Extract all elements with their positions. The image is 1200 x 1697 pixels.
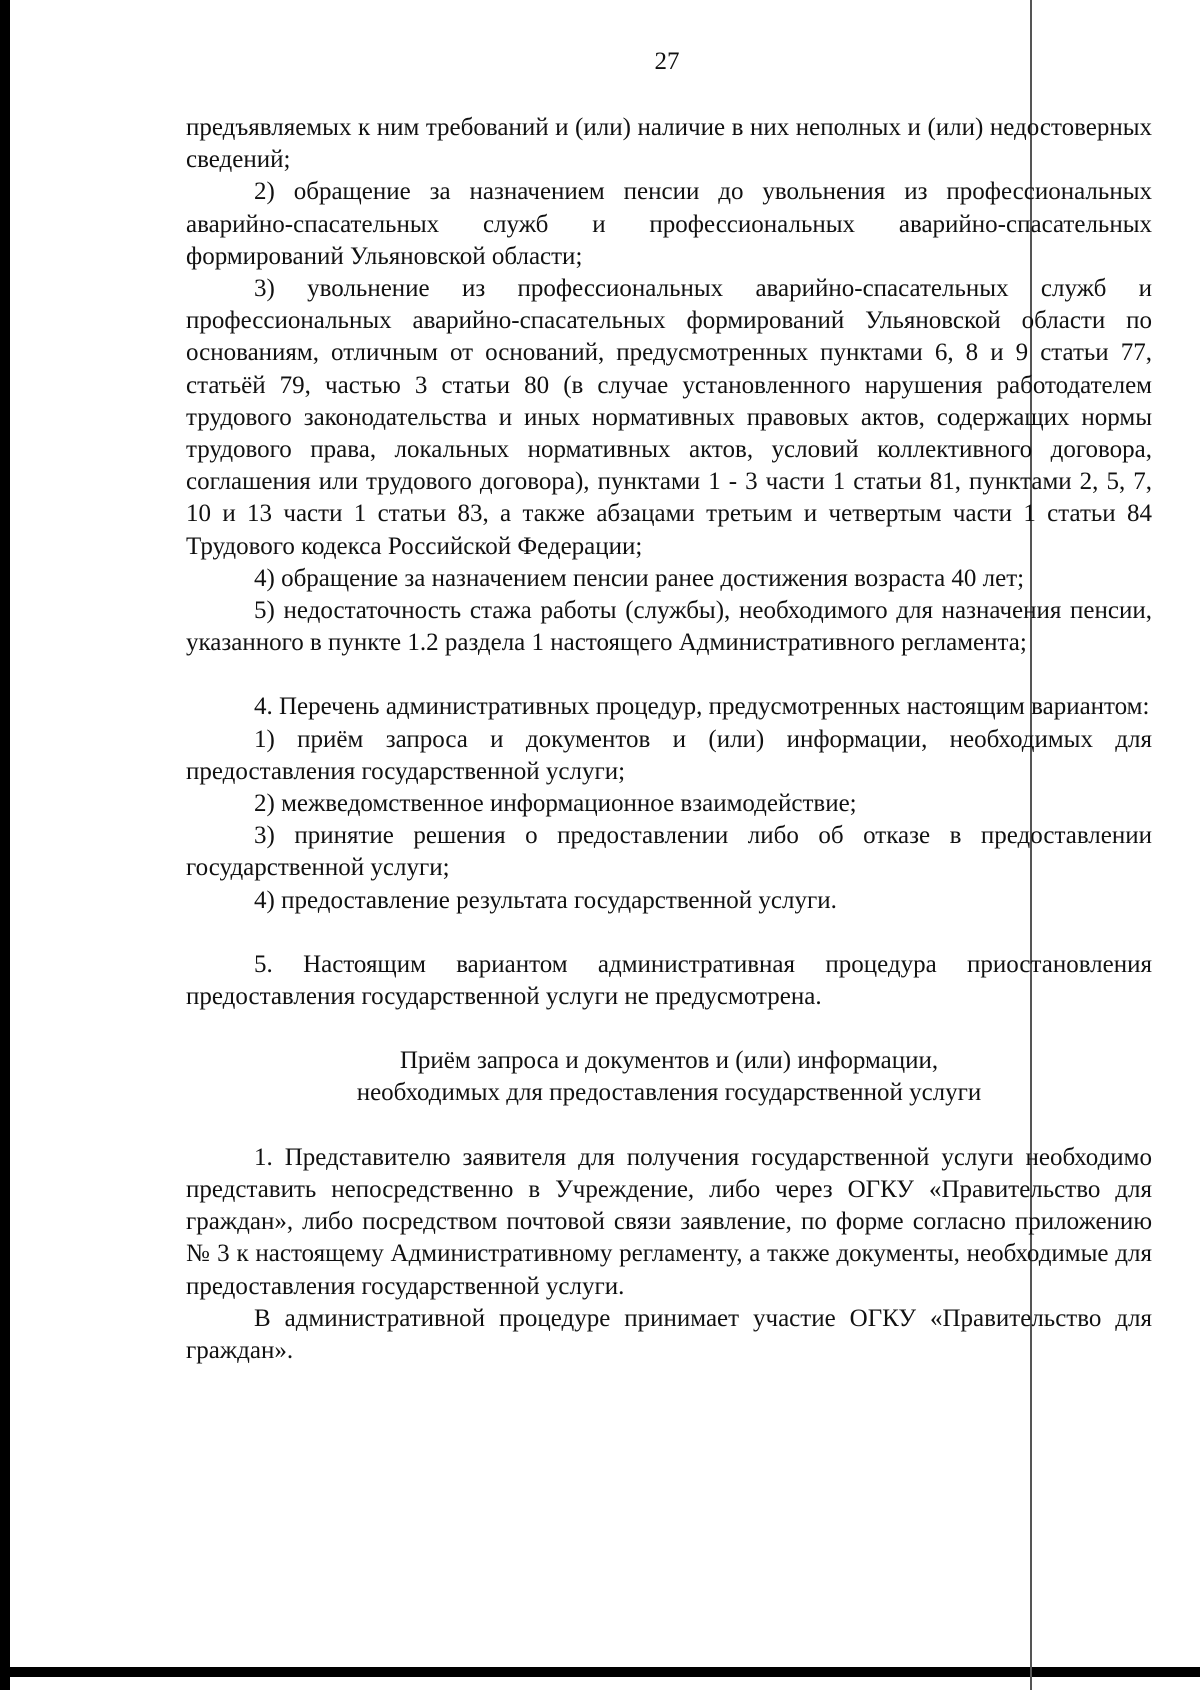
page-number: 27 (654, 48, 680, 75)
section-heading-line-1: Приём запроса и документов и (или) информации, (399, 1047, 939, 1075)
spacer (186, 917, 1152, 949)
list-item-2: 2) обращение за назначением пенсии до увольнения из профессиональных аварийно-спасательных служб и профессиональных аварийно-спасательных формирований Ульяновской области; (186, 178, 1152, 270)
section-clause-1: 1. Представителю заявителя для получения государственной услуги необходимо представить непосредственно в Учреждение, либо через ОГКУ «Правительство для граждан», либо посредством почтовой связи заявление, по форме согласно приложению № 3 к настоящему Административному регламенту, а также документы, необходимые для предоставления государственной услуги. (186, 1143, 1152, 1300)
spacer (186, 1013, 1152, 1045)
scan-border-left (0, 0, 10, 1690)
section-clause-participation: В административной процедуре принимает участие ОГКУ «Правительство для граждан». (186, 1304, 1152, 1364)
section-heading-line-2: необходимых для предоставления государственной услуги (356, 1079, 982, 1107)
document-body (186, 112, 1152, 1367)
clause-4: 4. Перечень административных процедур, предусмотренных настоящим вариантом: (254, 693, 1150, 721)
procedure-item-1: 1) приём запроса и документов и (или) информации, необходимых для предоставления государственной услуги; (186, 725, 1152, 785)
list-item-3: 3) увольнение из профессиональных аварийно-спасательных служб и профессиональных аварийно-спасательных формирований Ульяновской области по основаниям, отличным от оснований, предусмотренных пунктами 6, 8 и 9 статьи 77, статьёй 79, частью 3 статьи 80 (в случае установленного нарушения работодателем трудового законодательства и иных нормативных правовых актов, содержащих нормы трудового права, локальных нормативных актов, условий коллективного договора, соглашения или трудового договора), пунктами 1 - 3 части 1 статьи 81, пунктами 2, 5, 7, 10 и 13 части 1 статьи 83, а также абзацами третьим и четвертым части 1 статьи 84 Трудового кодекса Российской Федерации; (186, 275, 1152, 560)
spacer (186, 659, 1152, 691)
clause-5: 5. Настоящим вариантом административная процедура приостановления предоставления государственной услуги не предусмотрена. (186, 950, 1152, 1011)
procedure-item-3: 3) принятие решения о предоставлении либо об отказе в предоставлении государственной услуги; (186, 822, 1152, 882)
spacer (186, 1110, 1152, 1142)
list-item-4: 4) обращение за назначением пенсии ранее достижения возраста 40 лет; (254, 564, 1025, 592)
procedure-item-4: 4) предоставление результата государственной услуги. (254, 886, 837, 914)
scan-border-bottom (0, 1667, 1200, 1677)
list-item-5: 5) недостаточность стажа работы (службы), необходимого для назначения пенсии, указанного в пункте 1.2 раздела 1 настоящего Административного регламента; (186, 597, 1152, 657)
paragraph-continuation: предъявляемых к ним требований и (или) наличие в них неполных и (или) недостоверных сведений; (186, 114, 1152, 174)
procedure-item-2: 2) межведомственное информационное взаимодействие; (254, 790, 857, 818)
